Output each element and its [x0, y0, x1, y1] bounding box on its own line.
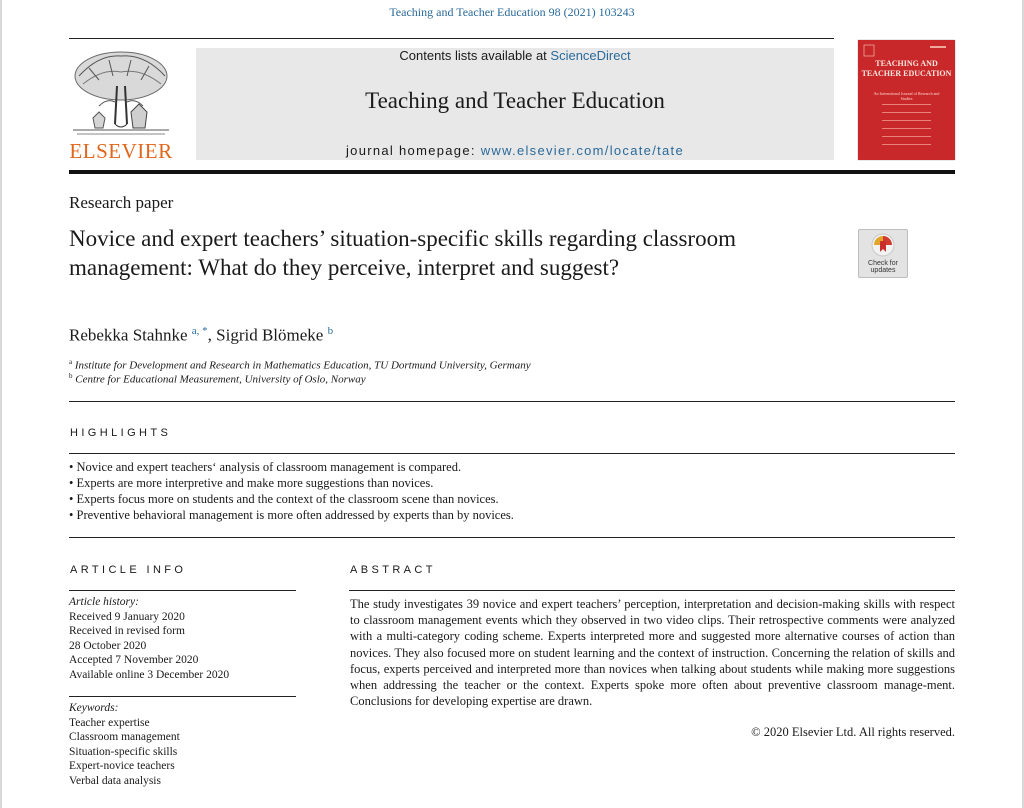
- section-rule: [69, 696, 296, 697]
- contents-line: [196, 48, 834, 63]
- journal-banner: [196, 48, 834, 160]
- journal-cover-thumbnail[interactable]: [858, 40, 955, 160]
- keyword: Verbal data analysis: [69, 774, 161, 787]
- history-entry: Received in revised form: [69, 625, 185, 638]
- highlight-item: • Experts are more interpretive and make more suggestions than novices.: [69, 475, 514, 491]
- page-edge-left: [0, 0, 2, 808]
- author-name[interactable]: Sigrid Blömeke: [216, 325, 324, 345]
- cover-divider: [882, 128, 931, 129]
- article-history-label: Article history:: [69, 596, 139, 608]
- check-updates-icon: [859, 230, 907, 260]
- affiliation-marker: a: [69, 358, 73, 366]
- article-history: [69, 595, 229, 683]
- check-for-updates-button[interactable]: [858, 229, 908, 278]
- abstract-heading: ABSTRACT: [350, 564, 436, 576]
- cover-title: TEACHING AND TEACHER EDUCATION: [861, 59, 952, 78]
- affiliation-marker: b: [69, 372, 73, 380]
- elsevier-tree-icon: [69, 46, 173, 138]
- article-title: Novice and expert teachers’ situation-specific skills regarding classroom management: What do they perceive, interpret and suggest?: [69, 226, 736, 280]
- check-updates-line1: Check for: [868, 260, 898, 267]
- highlights-heading: HIGHLIGHTS: [70, 427, 172, 439]
- cover-divider: [882, 112, 931, 113]
- article-info-heading: ARTICLE INFO: [70, 564, 187, 576]
- keyword: Situation-specific skills: [69, 745, 178, 758]
- cover-divider: [882, 136, 931, 137]
- author-affiliation-marker[interactable]: a, *: [191, 325, 208, 337]
- keywords-block: [69, 701, 180, 789]
- keyword: Expert-novice teachers: [69, 760, 175, 773]
- affiliation: [69, 358, 531, 372]
- highlight-item: • Experts focus more on students and the context of the classroom scene than novices.: [69, 491, 514, 507]
- highlight-item: • Preventive behavioral management is more often addressed by experts than by novices.: [69, 507, 514, 523]
- keyword: Teacher expertise: [69, 716, 150, 729]
- copyright-notice: © 2020 Elsevier Ltd. All rights reserved.: [751, 725, 955, 739]
- section-rule: [69, 401, 955, 402]
- journal-title: Teaching and Teacher Education: [365, 88, 665, 113]
- section-rule: [69, 453, 955, 454]
- abstract-body: The study investigates 39 novice and expert teachers’ perception, interpretation and decision-making skills with respect to classroom management events which they observed in two video clips. Their retrospective comments were analyzed with a multi-category coding scheme. Experts interpreted more and suggested more alternative courses of action than novices. They also focused more on student learning and the context of instruction. Concerning the relation of skills and focus, experts perceived and interpreted more than novices when talking about students while making more suggestions when addressing the teacher or the context. Experts spoke more often about preventive classroom manage-ment. Conclusions for developing expertise are drawn.: [350, 597, 955, 709]
- author-name[interactable]: Rebekka Stahnke: [69, 325, 188, 345]
- keywords-label: Keywords:: [69, 702, 119, 714]
- elsevier-wordmark: ELSEVIER: [69, 139, 173, 163]
- affiliation-text: Institute for Development and Research in Mathematics Education, TU Dortmund University, Germany: [74, 359, 531, 372]
- check-updates-label: [859, 260, 907, 274]
- history-entry: Available online 3 December 2020: [69, 668, 230, 681]
- highlights-list: [69, 459, 514, 523]
- journal-citation[interactable]: Teaching and Teacher Education 98 (2021) 103243: [389, 5, 635, 19]
- affiliation: [69, 372, 366, 386]
- history-entry: Accepted 7 November 2020: [69, 654, 199, 667]
- sciencedirect-link[interactable]: ScienceDirect: [550, 48, 631, 63]
- author-separator: ,: [207, 325, 217, 345]
- article-type: Research paper: [69, 193, 174, 212]
- homepage-prefix: journal homepage:: [345, 143, 481, 158]
- section-rule: [69, 537, 955, 538]
- section-rule: [69, 590, 296, 591]
- affiliation-text: Centre for Educational Measurement, University of Oslo, Norway: [75, 373, 366, 386]
- homepage-line: [196, 143, 834, 158]
- history-entry: 28 October 2020: [69, 639, 147, 652]
- elsevier-logo[interactable]: [69, 46, 173, 164]
- contents-prefix: Contents lists available at: [399, 48, 551, 63]
- cover-subtitle: An International Journal of Research and Studies: [873, 91, 940, 101]
- keyword: Classroom management: [69, 731, 180, 744]
- history-entry: Received 9 January 2020: [69, 610, 185, 623]
- cover-divider: [882, 144, 931, 145]
- masthead-top-rule: [69, 38, 834, 39]
- author-list: [69, 325, 333, 346]
- author-affiliation-marker[interactable]: b: [327, 325, 334, 337]
- check-updates-line2: updates: [870, 267, 896, 274]
- cover-divider: [882, 104, 931, 105]
- highlight-item: • Novice and expert teachers‘ analysis of classroom management is compared.: [69, 459, 514, 475]
- masthead-bottom-rule: [69, 170, 955, 174]
- journal-homepage-link[interactable]: www.elsevier.com/locate/tate: [480, 143, 684, 158]
- cover-divider: [882, 120, 931, 121]
- section-rule: [349, 590, 955, 591]
